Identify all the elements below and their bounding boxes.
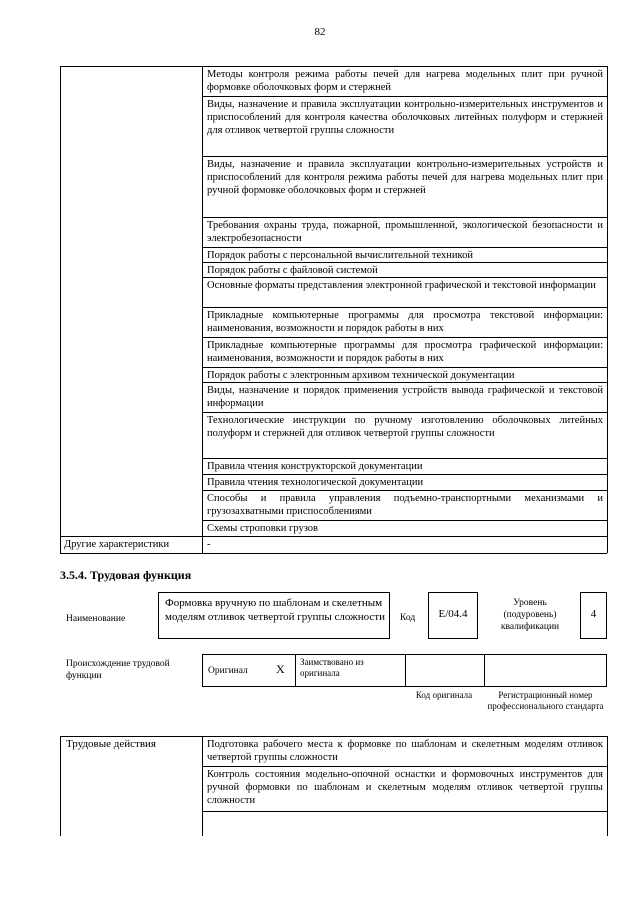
labor-action-item: Подготовка рабочего места к формовке по шаблонам и скелетным моделям отливок четвертой группы сложности: [207, 739, 603, 763]
knowledge-item: Порядок работы с файловой системой: [207, 265, 378, 276]
origin-label: Происхождение трудовой функции: [66, 659, 170, 681]
labor-actions-label: Трудовые действия: [66, 738, 156, 750]
page-number: 82: [314, 26, 326, 38]
code-original-caption: Код оригинала: [415, 690, 473, 700]
knowledge-item: Способы и правила управления подъемно-транспортными механизмами и грузозахватными приспособлениями: [207, 493, 603, 517]
other-characteristics-value: -: [207, 539, 211, 550]
knowledge-item: Основные форматы представления электронной графической и текстовой информации: [207, 280, 596, 291]
name-box: [158, 592, 390, 639]
borrowed-label: Заимствовано из оригинала: [300, 657, 364, 678]
section-heading: 3.5.4. Трудовая функция: [60, 568, 192, 582]
knowledge-item: Виды, назначение и правила эксплуатации контрольно-измерительных устройств и приспособлений для контроля режима работы печей для нагрева модельных плит при ручной формовке оболочковых форм и стержней: [207, 159, 603, 196]
original-label: Оригинал: [208, 666, 248, 676]
knowledge-item: Схемы строповки грузов: [207, 523, 318, 534]
table-row-divider: [60, 536, 607, 537]
function-name: Формовка вручную по шаблонам и скелетным моделям отливок четвертой группы сложности: [165, 597, 385, 623]
knowledge-item: Требования охраны труда, пожарной, промышленной, экологической безопасности и электробезопасности: [207, 220, 603, 244]
table-border-right: [607, 66, 608, 553]
function-code: E/04.4: [438, 608, 468, 620]
knowledge-item: Прикладные компьютерные программы для просмотра текстовой информации: наименования, возможности и порядок работы в них: [207, 310, 603, 334]
code-box: [428, 592, 478, 639]
qualification-level: 4: [590, 608, 597, 620]
knowledge-item: Виды, назначение и порядок применения устройств вывода графической и текстовой информации: [207, 385, 603, 409]
knowledge-item: Виды, назначение и правила эксплуатации контрольно-измерительных инструментов и приспособлений для контроля качества оболочковых литейных полуформ и стержней для отливок четвертой группы сложности: [207, 99, 603, 136]
table-border-left: [60, 66, 61, 553]
table-border-bottom: [60, 553, 607, 554]
knowledge-item: Методы контроля режима работы печей для нагрева модельных плит при ручной формовке оболочковых форм и стержней: [207, 69, 603, 93]
code-label: Код: [400, 613, 416, 623]
level-label: Уровень (подуровень) квалификации: [500, 598, 560, 632]
table-divider: [202, 66, 203, 553]
registration-number-caption: Регистрационный номер профессионального стандарта: [487, 690, 604, 711]
table-border-top: [60, 66, 607, 67]
knowledge-item: Правила чтения технологической документации: [207, 477, 424, 488]
name-label: Наименование: [66, 614, 126, 624]
labor-action-item: Контроль состояния модельно-опочной оснастки и формовочных инструментов для ручной формовки по шаблонам и скелетным моделям отливок четвертой группы сложности: [207, 769, 603, 806]
knowledge-item: Технологические инструкции по ручному изготовлению оболочковых литейных полуформ и стержней для отливок четвертой группы сложности: [207, 415, 603, 439]
original-mark: X: [276, 662, 285, 676]
level-box: [580, 592, 607, 639]
other-characteristics-label: Другие характеристики: [64, 539, 170, 550]
knowledge-item: Прикладные компьютерные программы для просмотра графической информации: наименования, возможности и порядок работы в них: [207, 340, 603, 364]
knowledge-item: Правила чтения конструкторской документации: [207, 461, 423, 472]
knowledge-item: Порядок работы с электронным архивом технической документации: [207, 370, 515, 381]
knowledge-item: Порядок работы с персональной вычислительной техникой: [207, 250, 473, 261]
